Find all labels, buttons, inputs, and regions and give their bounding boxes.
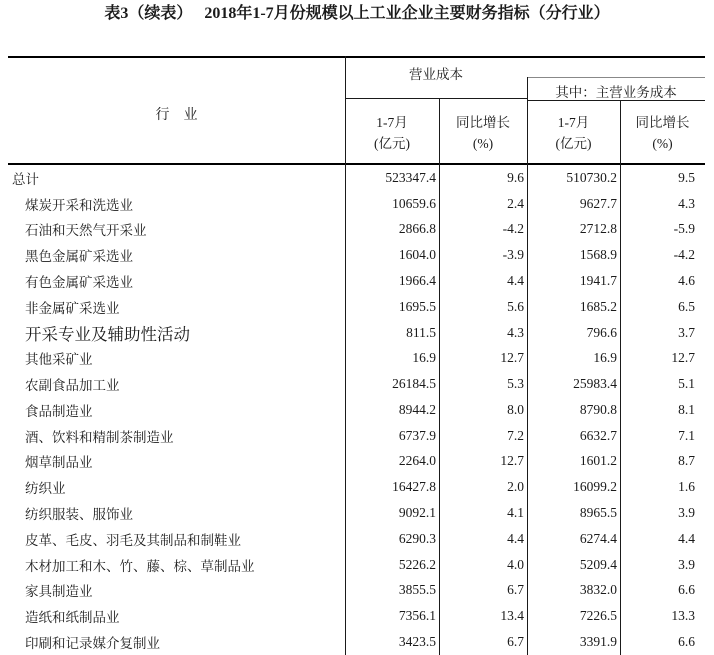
main-business-cost-value: 3391.9 <box>579 633 617 649</box>
subheader-period-2-line1: 1-7月 <box>557 115 590 130</box>
subheader-period-1-line2: (亿元) <box>374 136 410 151</box>
operating-cost-value: 26184.5 <box>392 376 436 392</box>
table-row <box>8 320 714 346</box>
main-business-cost-value: 8965.5 <box>579 505 617 521</box>
industry-name: 煤炭开采和洗选业 <box>25 197 133 213</box>
industry-name: 其他采矿业 <box>25 352 93 368</box>
main-business-cost-growth: 1.6 <box>678 479 695 495</box>
operating-cost-underline <box>345 98 527 99</box>
operating-cost-value: 811.5 <box>406 324 436 340</box>
industry-name: 纺织业 <box>25 481 66 497</box>
industry-name: 皮革、毛皮、羽毛及其制品和制鞋业 <box>25 532 241 548</box>
operating-cost-value: 6737.9 <box>398 427 436 443</box>
main-business-cost-growth: 13.3 <box>671 608 695 624</box>
operating-cost-growth: 5.3 <box>507 376 524 392</box>
operating-cost-value: 1604.0 <box>398 247 436 263</box>
main-business-cost-value: 8790.8 <box>579 401 617 417</box>
operating-cost-growth: 2.0 <box>507 479 524 495</box>
main-business-cost-group-header: 其中：主营业务成本 <box>555 85 677 100</box>
main-business-cost-growth: 8.1 <box>678 401 695 417</box>
operating-cost-growth: 6.7 <box>507 633 524 649</box>
main-business-cost-value: 1568.9 <box>579 247 617 263</box>
industry-name: 木材加工和木、竹、藤、棕、草制品业 <box>25 558 255 574</box>
main-business-cost-growth: -4.2 <box>673 247 695 263</box>
operating-cost-growth: -3.9 <box>502 247 524 263</box>
industry-name: 石油和天然气开采业 <box>25 223 147 239</box>
main-business-cost-growth: 6.5 <box>678 298 695 314</box>
subheader-growth-2-line1: 同比增长 <box>635 115 690 130</box>
table-row <box>8 423 714 449</box>
industry-name: 有色金属矿采选业 <box>25 275 133 291</box>
operating-cost-growth: 8.0 <box>507 401 524 417</box>
industry-name: 印刷和记录媒介复制业 <box>25 635 160 651</box>
operating-cost-growth: 4.4 <box>507 530 524 546</box>
main-business-cost-growth: 5.1 <box>678 376 695 392</box>
industry-name: 家具制造业 <box>25 584 93 600</box>
table-row <box>8 165 714 191</box>
industry-name: 烟草制品业 <box>25 455 93 471</box>
operating-cost-value: 2866.8 <box>398 221 436 237</box>
main-business-cost-value: 2712.8 <box>579 221 617 237</box>
main-business-cost-value: 3832.0 <box>579 582 617 598</box>
main-business-cost-value: 1685.2 <box>579 298 617 314</box>
table-row <box>8 526 714 552</box>
operating-cost-value: 2264.0 <box>398 453 436 469</box>
table-row <box>8 191 714 217</box>
main-business-cost-growth: 4.3 <box>678 195 695 211</box>
operating-cost-growth: 12.7 <box>500 350 524 366</box>
industry-name: 纺织服装、服饰业 <box>25 507 133 523</box>
subheader-period-1 <box>345 112 439 154</box>
subheader-period-1-line1: 1-7月 <box>376 115 408 130</box>
main-business-cost-value: 16099.2 <box>573 479 617 495</box>
page-title <box>0 0 714 23</box>
operating-cost-value: 16.9 <box>412 350 436 366</box>
main-business-cost-value: 25983.4 <box>573 376 617 392</box>
main-business-cost-value: 6274.4 <box>579 530 617 546</box>
main-business-cost-growth: -5.9 <box>673 221 695 237</box>
main-business-cost-value: 1941.7 <box>579 273 617 289</box>
main-business-cost-growth: 8.7 <box>678 453 695 469</box>
main-business-cost-growth: 3.9 <box>678 556 695 572</box>
table-row <box>8 552 714 578</box>
subheader-growth-1 <box>439 112 527 154</box>
operating-cost-growth: 4.3 <box>507 324 524 340</box>
operating-cost-value: 1966.4 <box>398 273 436 289</box>
table-row <box>8 242 714 268</box>
industry-name: 总计 <box>12 171 39 187</box>
table-number-label: 表3（续表） <box>104 5 193 22</box>
industry-name: 非金属矿采选业 <box>25 300 120 316</box>
industry-name: 农副食品加工业 <box>25 378 120 394</box>
industry-name: 造纸和纸制品业 <box>25 610 120 626</box>
operating-cost-growth: 12.7 <box>500 453 524 469</box>
table-row <box>8 217 714 243</box>
table-row <box>8 345 714 371</box>
table-top-rule <box>8 56 705 58</box>
main-business-cost-growth: 9.5 <box>678 169 695 185</box>
operating-cost-group-header: 营业成本 <box>409 67 463 82</box>
subheader-growth-1-line1: 同比增长 <box>456 115 510 130</box>
table-body <box>8 165 714 655</box>
main-business-cost-value: 796.6 <box>586 324 617 340</box>
operating-cost-growth: 4.4 <box>507 273 524 289</box>
table-row <box>8 268 714 294</box>
table-row <box>8 371 714 397</box>
operating-cost-value: 523347.4 <box>385 169 436 185</box>
industry-column-header: 行 业 <box>155 108 198 123</box>
inset-box-top-line <box>527 77 705 78</box>
table-row <box>8 449 714 475</box>
operating-cost-value: 8944.2 <box>398 401 436 417</box>
subheader-growth-2-line2: (%) <box>652 136 673 151</box>
main-business-cost-growth: 4.6 <box>678 273 695 289</box>
operating-cost-growth: 4.0 <box>507 556 524 572</box>
main-business-cost-growth: 7.1 <box>678 427 695 443</box>
operating-cost-value: 7356.1 <box>398 608 436 624</box>
table-title-text: 2018年1-7月份规模以上工业企业主要财务指标（分行业） <box>204 5 610 22</box>
operating-cost-value: 5226.2 <box>398 556 436 572</box>
main-business-cost-growth: 12.7 <box>671 350 695 366</box>
table-row <box>8 500 714 526</box>
industry-name: 开采专业及辅助性活动 <box>25 324 190 344</box>
table-row <box>8 578 714 604</box>
main-business-cost-growth: 3.9 <box>678 505 695 521</box>
main-business-cost-value: 1601.2 <box>579 453 617 469</box>
operating-cost-value: 6290.3 <box>398 530 436 546</box>
main-business-cost-value: 5209.4 <box>579 556 617 572</box>
main-business-cost-value: 9627.7 <box>579 195 617 211</box>
subheader-growth-2 <box>620 112 705 154</box>
table-row <box>8 603 714 629</box>
main-business-cost-value: 7226.5 <box>579 608 617 624</box>
operating-cost-growth: 7.2 <box>507 427 524 443</box>
operating-cost-value: 3855.5 <box>398 582 436 598</box>
table-row <box>8 629 714 655</box>
table-row <box>8 397 714 423</box>
operating-cost-growth: 6.7 <box>507 582 524 598</box>
main-business-cost-growth: 3.7 <box>678 324 695 340</box>
operating-cost-growth: -4.2 <box>502 221 524 237</box>
subheader-period-2-line2: (亿元) <box>555 136 592 151</box>
main-business-cost-growth: 4.4 <box>678 530 695 546</box>
main-business-cost-growth: 6.6 <box>678 633 695 649</box>
industry-name: 食品制造业 <box>25 403 93 419</box>
industry-name: 黑色金属矿采选业 <box>25 249 133 265</box>
main-business-cost-growth: 6.6 <box>678 582 695 598</box>
operating-cost-growth: 5.6 <box>507 298 524 314</box>
operating-cost-value: 9092.1 <box>398 505 436 521</box>
table-row <box>8 474 714 500</box>
operating-cost-value: 1695.5 <box>398 298 436 314</box>
main-business-cost-value: 16.9 <box>593 350 617 366</box>
main-business-cost-value: 510730.2 <box>566 169 617 185</box>
main-business-cost-value: 6632.7 <box>579 427 617 443</box>
operating-cost-value: 3423.5 <box>398 633 436 649</box>
table-row <box>8 294 714 320</box>
operating-cost-value: 16427.8 <box>392 479 436 495</box>
operating-cost-growth: 9.6 <box>507 169 524 185</box>
industry-name: 酒、饮料和精制茶制造业 <box>25 429 174 445</box>
operating-cost-growth: 13.4 <box>500 608 524 624</box>
subheader-growth-1-line2: (%) <box>472 136 494 151</box>
operating-cost-value: 10659.6 <box>392 195 436 211</box>
operating-cost-growth: 4.1 <box>507 505 524 521</box>
operating-cost-growth: 2.4 <box>507 195 524 211</box>
subheader-period-2 <box>527 112 620 154</box>
